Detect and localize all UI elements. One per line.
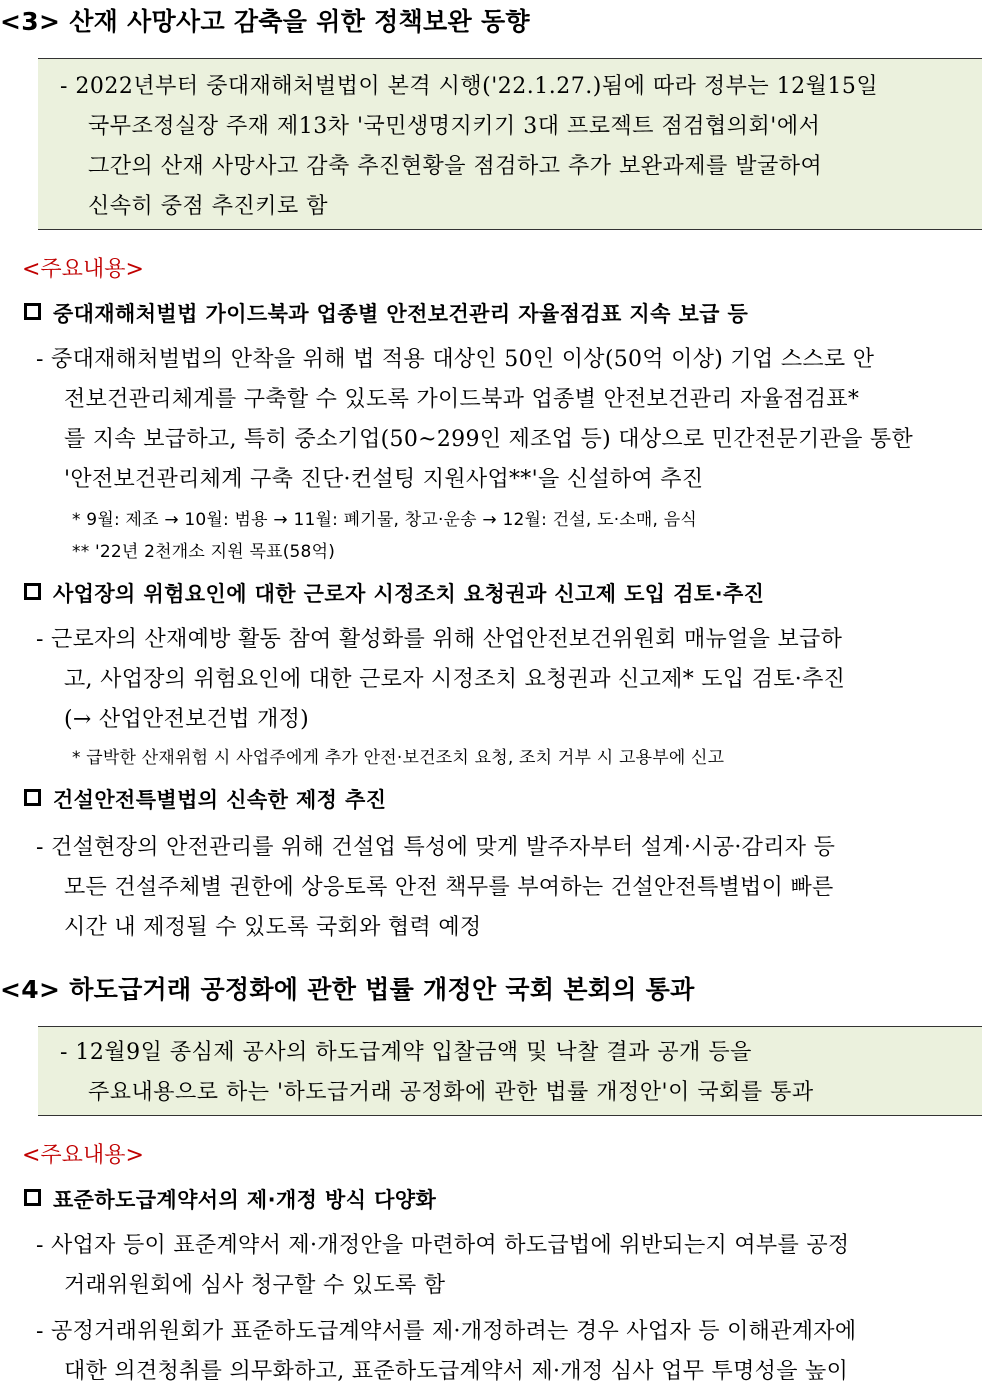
summary-line: - 2022년부터 중대재해처벌법이 본격 시행('22.1.27.)됨에 따라 정부는 12월15일: [60, 74, 879, 99]
checkbox-square-icon: [24, 789, 41, 806]
checkbox-square-icon: [24, 583, 41, 600]
body-line: '안전보건관리체계 구축 진단·컨설팅 지원사업**'을 신설하여 추진: [64, 467, 704, 492]
checkbox-square-icon: [24, 303, 41, 320]
item-heading: [24, 784, 386, 814]
body-line: 거래위원회에 심사 청구할 수 있도록 함: [64, 1273, 446, 1298]
item-heading-text: 중대재해처벌법 가이드북과 업종별 안전보건관리 자율점검표 지속 보급 등: [53, 302, 749, 326]
item-heading-text: 사업장의 위험요인에 대한 근로자 시정조치 요청권과 신고제 도입 검토·추진: [53, 582, 765, 606]
checkbox-square-icon: [24, 1189, 41, 1206]
main-content-label: <주요내용>: [22, 1143, 144, 1168]
summary-line: - 12월9일 종심제 공사의 하도급계약 입찰금액 및 낙찰 결과 공개 등을: [60, 1040, 752, 1065]
body-line: 고, 사업장의 위험요인에 대한 근로자 시정조치 요청권과 신고제* 도입 검토·추진: [64, 667, 846, 692]
main-content-label: <주요내용>: [22, 257, 144, 282]
body-line: 대한 의견청취를 의무화하고, 표준하도급계약서 제·개정 심사 업무 투명성을 높이: [64, 1359, 849, 1384]
body-line: 를 지속 보급하고, 특히 중소기업(50~299인 제조업 등) 대상으로 민간전문기관을 통한: [64, 427, 914, 452]
body-line: 시간 내 제정될 수 있도록 국회와 협력 예정: [64, 915, 482, 940]
body-line: 전보건관리체계를 구축할 수 있도록 가이드북과 업종별 안전보건관리 자율점검표*: [64, 387, 860, 412]
body-line: - 중대재해처벌법의 안착을 위해 법 적용 대상인 50인 이상(50억 이상) 기업 스스로 안: [36, 347, 875, 372]
summary-line: 국무조정실장 주재 제13차 '국민생명지키기 3대 프로젝트 점검협의회'에서: [88, 114, 821, 139]
section-3-title: <3> 산재 사망사고 감축을 위한 정책보완 동향: [0, 7, 530, 36]
item-heading: [24, 298, 748, 328]
body-line: - 건설현장의 안전관리를 위해 건설업 특성에 맞게 발주자부터 설계·시공·감리자 등: [36, 835, 836, 860]
summary-line: 신속히 중점 추진키로 함: [88, 194, 329, 219]
body-line: - 공정거래위원회가 표준하도급계약서를 제·개정하려는 경우 사업자 등 이해관계자에: [36, 1319, 857, 1344]
body-line: (→ 산업안전보건법 개정): [64, 707, 310, 732]
body-line: - 사업자 등이 표준계약서 제·개정안을 마련하여 하도급법에 위반되는지 여부를 공정: [36, 1233, 850, 1258]
section-4-title: <4> 하도급거래 공정화에 관한 법률 개정안 국회 본회의 통과: [0, 975, 695, 1004]
footnote: * 급박한 산재위험 시 사업주에게 추가 안전·보건조치 요청, 조치 거부 시 고용부에 신고: [72, 748, 725, 768]
summary-line: 주요내용으로 하는 '하도급거래 공정화에 관한 법률 개정안'이 국회를 통과: [88, 1080, 814, 1105]
section-4-summary-box: [38, 1026, 982, 1116]
body-line: - 근로자의 산재예방 활동 참여 활성화를 위해 산업안전보건위원회 매뉴얼을 보급하: [36, 627, 843, 652]
item-heading: [24, 578, 764, 608]
summary-line: 그간의 산재 사망사고 감축 추진현황을 점검하고 추가 보완과제를 발굴하여: [88, 154, 823, 179]
section-3-summary-box: [38, 58, 982, 230]
item-heading-text: 건설안전특별법의 신속한 제정 추진: [53, 788, 387, 812]
item-heading: [24, 1184, 436, 1214]
footnote: * 9월: 제조 → 10월: 범용 → 11월: 폐기물, 창고·운송 → 12월: 건설, 도·소매, 음식: [72, 510, 698, 530]
footnote: ** '22년 2천개소 지원 목표(58억): [72, 542, 336, 562]
body-line: 모든 건설주체별 권한에 상응토록 안전 책무를 부여하는 건설안전특별법이 빠른: [64, 875, 834, 900]
item-heading-text: 표준하도급계약서의 제·개정 방식 다양화: [53, 1188, 437, 1212]
